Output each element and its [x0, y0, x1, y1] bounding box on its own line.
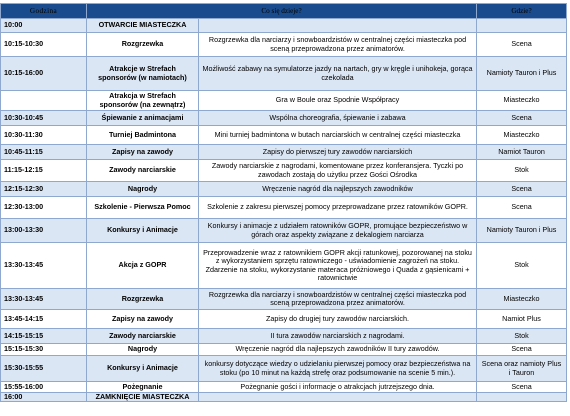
row-description [199, 393, 477, 402]
schedule-row [1, 329, 567, 344]
row-time: 15:15-15:30 [1, 344, 87, 356]
row-location: Stok [477, 243, 567, 289]
row-description: Rozgrzewka dla narciarzy i snowboardzistów w centralnej części miasteczka pod sceną przeprowadzona przez animatorów. [199, 289, 477, 310]
row-activity: OTWARCIE MIASTECZKA [87, 19, 199, 33]
schedule-row [1, 382, 567, 393]
row-location: Scena [477, 33, 567, 57]
row-time: 15:55-16:00 [1, 382, 87, 393]
row-location: Stok [477, 160, 567, 182]
row-description: Pożegnanie gości i informacje o atrakcjach jutrzejszego dnia. [199, 382, 477, 393]
row-activity: Atrakcje w Strefach sponsorów (w namiotach) [87, 57, 199, 91]
schedule-row [1, 182, 567, 197]
row-time: 13:45-14:15 [1, 310, 87, 329]
row-time: 13:30-13:45 [1, 243, 87, 289]
row-activity: Zapisy na zawody [87, 310, 199, 329]
row-description: Możliwość zabawy na symulatorze jazdy na nartach, gry w kręgle i unihokeja, gorąca czekolada [199, 57, 477, 91]
row-activity: Akcja z GOPR [87, 243, 199, 289]
schedule-row [1, 243, 567, 289]
row-location: Namioty Tauron i Plus [477, 219, 567, 243]
row-location: Scena [477, 182, 567, 197]
row-location: Scena [477, 111, 567, 126]
schedule-header-row [1, 4, 567, 19]
row-description: Konkursy i animacje z udziałem ratowników GOPR, promujące bezpieczeństwo w górach oraz aspekty związane z dekalogiem narciarza [199, 219, 477, 243]
schedule-table [0, 3, 567, 402]
row-description: Wspólna choreografia, śpiewanie i zabawa [199, 111, 477, 126]
row-activity: Zawody narciarskie [87, 160, 199, 182]
row-time: 15:30-15:55 [1, 356, 87, 382]
row-activity: Rozgrzewka [87, 33, 199, 57]
row-time: 16:00 [1, 393, 87, 402]
row-activity: Konkursy i Animacje [87, 356, 199, 382]
row-location: Miasteczko [477, 126, 567, 145]
row-time: 10:30-11:30 [1, 126, 87, 145]
row-description: Rozgrzewka dla narciarzy i snowboardzistów w centralnej części miasteczka pod sceną przeprowadzona przez animatorów. [199, 33, 477, 57]
schedule-row [1, 19, 567, 33]
row-time: 12:30-13:00 [1, 197, 87, 219]
row-description: Wręczenie nagród dla najlepszych zawodników II tury zawodów. [199, 344, 477, 356]
schedule-row [1, 393, 567, 402]
schedule-row [1, 91, 567, 111]
row-location: Namioty Tauron i Plus [477, 57, 567, 91]
row-activity: Szkolenie - Pierwsza Pomoc [87, 197, 199, 219]
row-description: Przeprowadzenie wraz z ratownikiem GOPR akcji ratunkowej, pozorowanej na stoku z wykorzystaniem sprzętu ratowniczego - uświadomienie zagrożeń na stoku. Zdarzenie na stoku, wykorzystanie materaca próżniowego i Quada z gąsienicami + ratownictwie [199, 243, 477, 289]
schedule-row [1, 310, 567, 329]
row-time: 14:15-15:15 [1, 329, 87, 344]
row-description: Zapisy do drugiej tury zawodów narciarskich. [199, 310, 477, 329]
row-description: Szkolenie z zakresu pierwszej pomocy przeprowadzane przez ratowników GOPR. [199, 197, 477, 219]
header-where: Gdzie? [477, 4, 567, 19]
row-location [477, 19, 567, 33]
row-time: 10:15-16:00 [1, 57, 87, 91]
row-time [1, 91, 87, 111]
row-location: Namiot Plus [477, 310, 567, 329]
schedule-row [1, 289, 567, 310]
row-activity: Konkursy i Animacje [87, 219, 199, 243]
row-description: Gra w Boule oraz Spodnie Współpracy [199, 91, 477, 111]
row-time: 10:15-10:30 [1, 33, 87, 57]
row-time: 10:00 [1, 19, 87, 33]
row-description: Mini turniej badmintona w butach narciarskich w centralnej części miasteczka [199, 126, 477, 145]
schedule-row [1, 33, 567, 57]
row-activity: Zapisy na zawody [87, 145, 199, 160]
row-time: 10:30-10:45 [1, 111, 87, 126]
schedule-row [1, 111, 567, 126]
row-description: II tura zawodów narciarskich z nagrodami. [199, 329, 477, 344]
row-location: Miasteczko [477, 289, 567, 310]
row-description: Wręczenie nagród dla najlepszych zawodników [199, 182, 477, 197]
row-location: Scena [477, 197, 567, 219]
row-time: 11:15-12:15 [1, 160, 87, 182]
row-activity: Zawody narciarskie [87, 329, 199, 344]
schedule-body [1, 19, 567, 402]
row-description: konkursy dotyczące wiedzy o udzielaniu pierwszej pomocy oraz bezpieczeństwa na stoku (po 10 minut na każdą strefę oraz podsumowanie na scenie 5 min.). [199, 356, 477, 382]
header-time: Godzina [1, 4, 87, 19]
row-time: 13:30-13:45 [1, 289, 87, 310]
schedule-row [1, 160, 567, 182]
row-activity: Turniej Badmintona [87, 126, 199, 145]
row-time: 13:00-13:30 [1, 219, 87, 243]
row-location: Scena [477, 382, 567, 393]
schedule-row [1, 57, 567, 91]
row-activity: Atrakcja w Strefach sponsorów (na zewnątrz) [87, 91, 199, 111]
row-activity: Nagrody [87, 182, 199, 197]
schedule-row [1, 356, 567, 382]
schedule-row [1, 145, 567, 160]
row-location: Miasteczko [477, 91, 567, 111]
row-activity: ZAMKNIĘCIE MIASTECZKA [87, 393, 199, 402]
row-description: Zapisy do pierwszej tury zawodów narciarskich [199, 145, 477, 160]
schedule-row [1, 219, 567, 243]
row-location [477, 393, 567, 402]
schedule-row [1, 197, 567, 219]
row-activity: Nagrody [87, 344, 199, 356]
row-location: Scena oraz namioty Plus i Tauron [477, 356, 567, 382]
row-location: Stok [477, 329, 567, 344]
row-description: Zawody narciarskie z nagrodami, komentowane przez konferansjera. Tyczki po zawodach zostają do użytku przez Gości Ośrodka [199, 160, 477, 182]
row-location: Namiot Tauron [477, 145, 567, 160]
row-activity: Pożegnanie [87, 382, 199, 393]
row-time: 12:15-12:30 [1, 182, 87, 197]
schedule-row [1, 126, 567, 145]
row-activity: Śpiewanie z animacjami [87, 111, 199, 126]
row-time: 10:45-11:15 [1, 145, 87, 160]
schedule-row [1, 344, 567, 356]
header-what: Co się dzieje? [87, 4, 477, 19]
row-location: Scena [477, 344, 567, 356]
row-description [199, 19, 477, 33]
row-activity: Rozgrzewka [87, 289, 199, 310]
